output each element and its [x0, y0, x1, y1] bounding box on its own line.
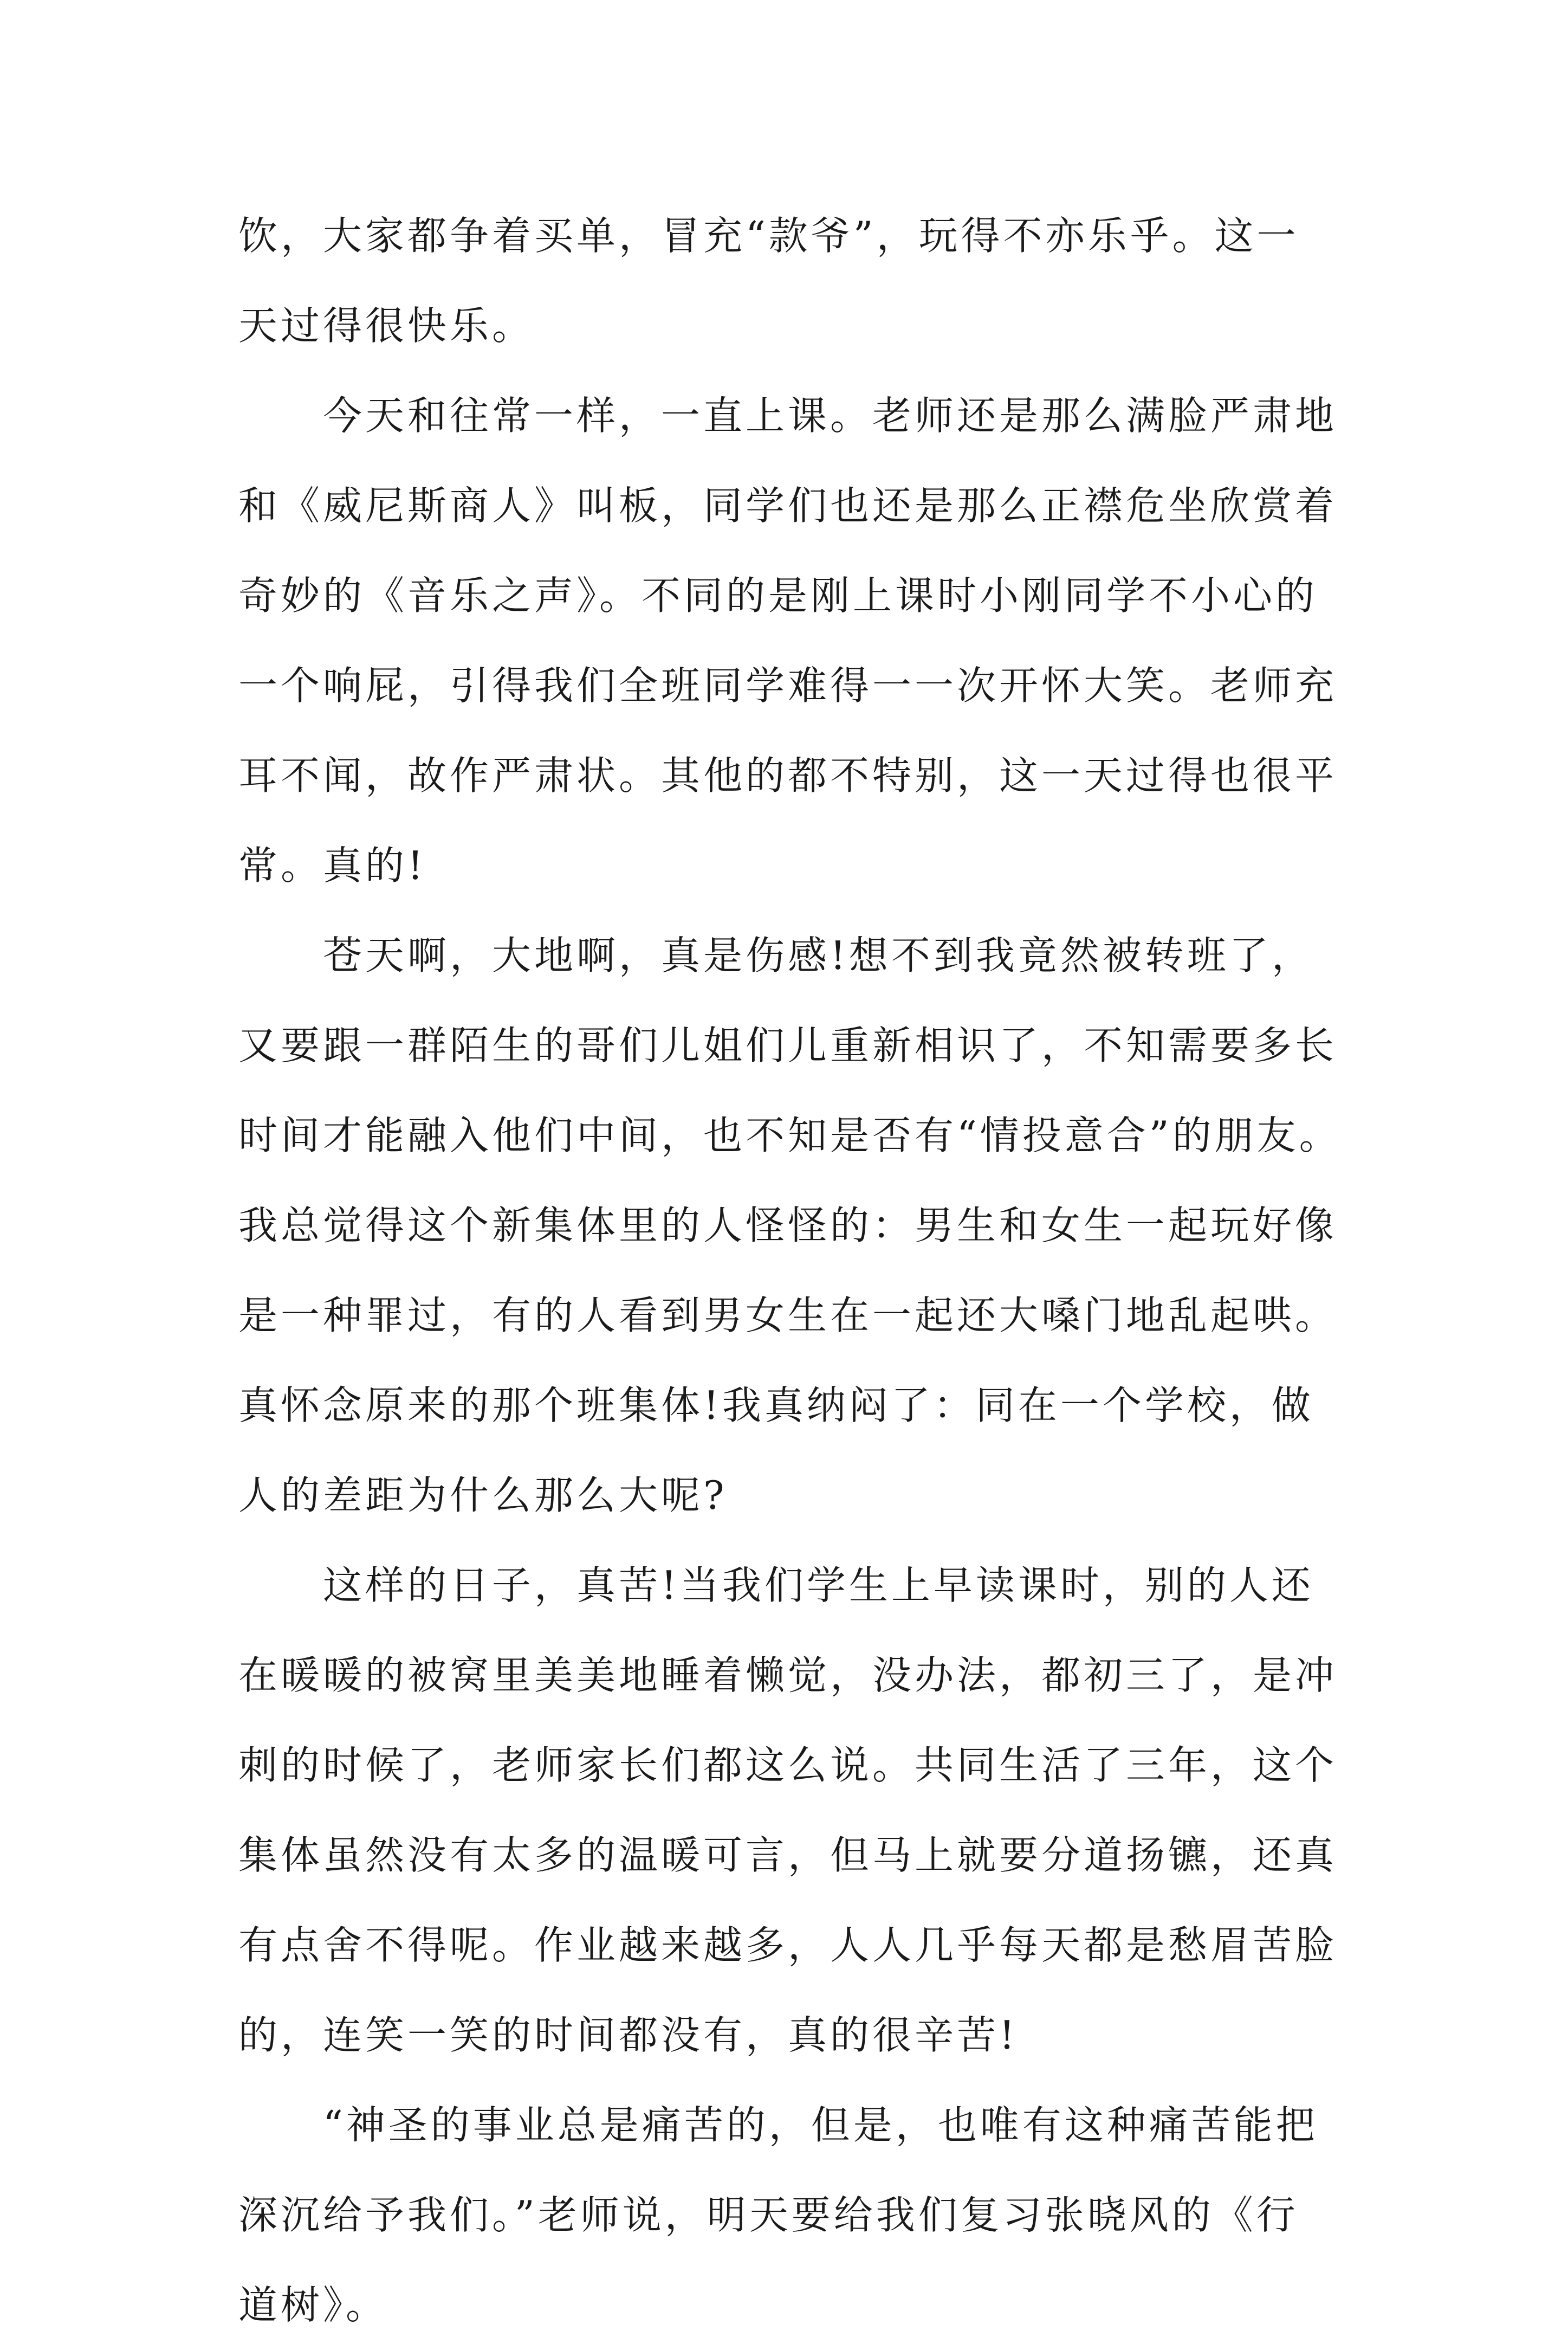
text-line: 是一种罪过，有的人看到男女生在一起还大嗓门地乱起哄。 — [238, 1293, 1338, 1338]
text-line: 人的差距为什么那么大呢? — [238, 1473, 728, 1518]
text-line: 饮，大家都争着买单，冒充“款爷”，玩得不亦乐乎。这一 — [238, 213, 1299, 259]
text-line: 的，连笑一笑的时间都没有，真的很辛苦! — [238, 2012, 1018, 2058]
text-line: 今天和往常一样，一直上课。老师还是那么满脸严肃地 — [238, 393, 1338, 438]
text-line: 真怀念原来的那个班集体!我真纳闷了：同在一个学校，做 — [238, 1383, 1314, 1428]
text-line: 时间才能融入他们中间，也不知是否有“情投意合”的朋友。 — [238, 1113, 1342, 1158]
text-line: 一个响屁，引得我们全班同学难得一一次开怀大笑。老师充 — [238, 663, 1338, 708]
text-line: 奇妙的《音乐之声》。不同的是刚上课时小刚同学不小心的 — [238, 573, 1318, 618]
text-line: 天过得很快乐。 — [238, 303, 535, 348]
text-line: 道树》。 — [238, 2282, 388, 2328]
text-line: 集体虽然没有太多的温暖可言，但马上就要分道扬镳，还真 — [238, 1832, 1338, 1878]
document-body — [238, 191, 1344, 2350]
text-line: 我总觉得这个新集体里的人怪怪的：男生和女生一起玩好像 — [238, 1203, 1338, 1248]
text-line: 在暖暖的被窝里美美地睡着懒觉，没办法，都初三了，是冲 — [238, 1652, 1338, 1698]
text-line: 又要跟一群陌生的哥们儿姐们儿重新相识了，不知需要多长 — [238, 1023, 1338, 1068]
text-line: “神圣的事业总是痛苦的，但是，也唯有这种痛苦能把 — [238, 2102, 1318, 2148]
text-line: 苍天啊，大地啊，真是伤感!想不到我竟然被转班了， — [238, 933, 1314, 978]
text-line: 和《威尼斯商人》叫板，同学们也还是那么正襟危坐欣赏着 — [238, 483, 1338, 528]
text-line: 这样的日子，真苦!当我们学生上早读课时，别的人还 — [238, 1563, 1314, 1608]
text-line: 有点舍不得呢。作业越来越多，人人几乎每天都是愁眉苦脸 — [238, 1922, 1338, 1968]
text-line: 刺的时候了，老师家长们都这么说。共同生活了三年，这个 — [238, 1742, 1338, 1788]
text-line: 常。真的! — [238, 843, 426, 888]
text-line: 深沉给予我们。”老师说，明天要给我们复习张晓风的《行 — [238, 2192, 1299, 2238]
text-line: 耳不闻，故作严肃状。其他的都不特别，这一天过得也很平 — [238, 753, 1338, 798]
